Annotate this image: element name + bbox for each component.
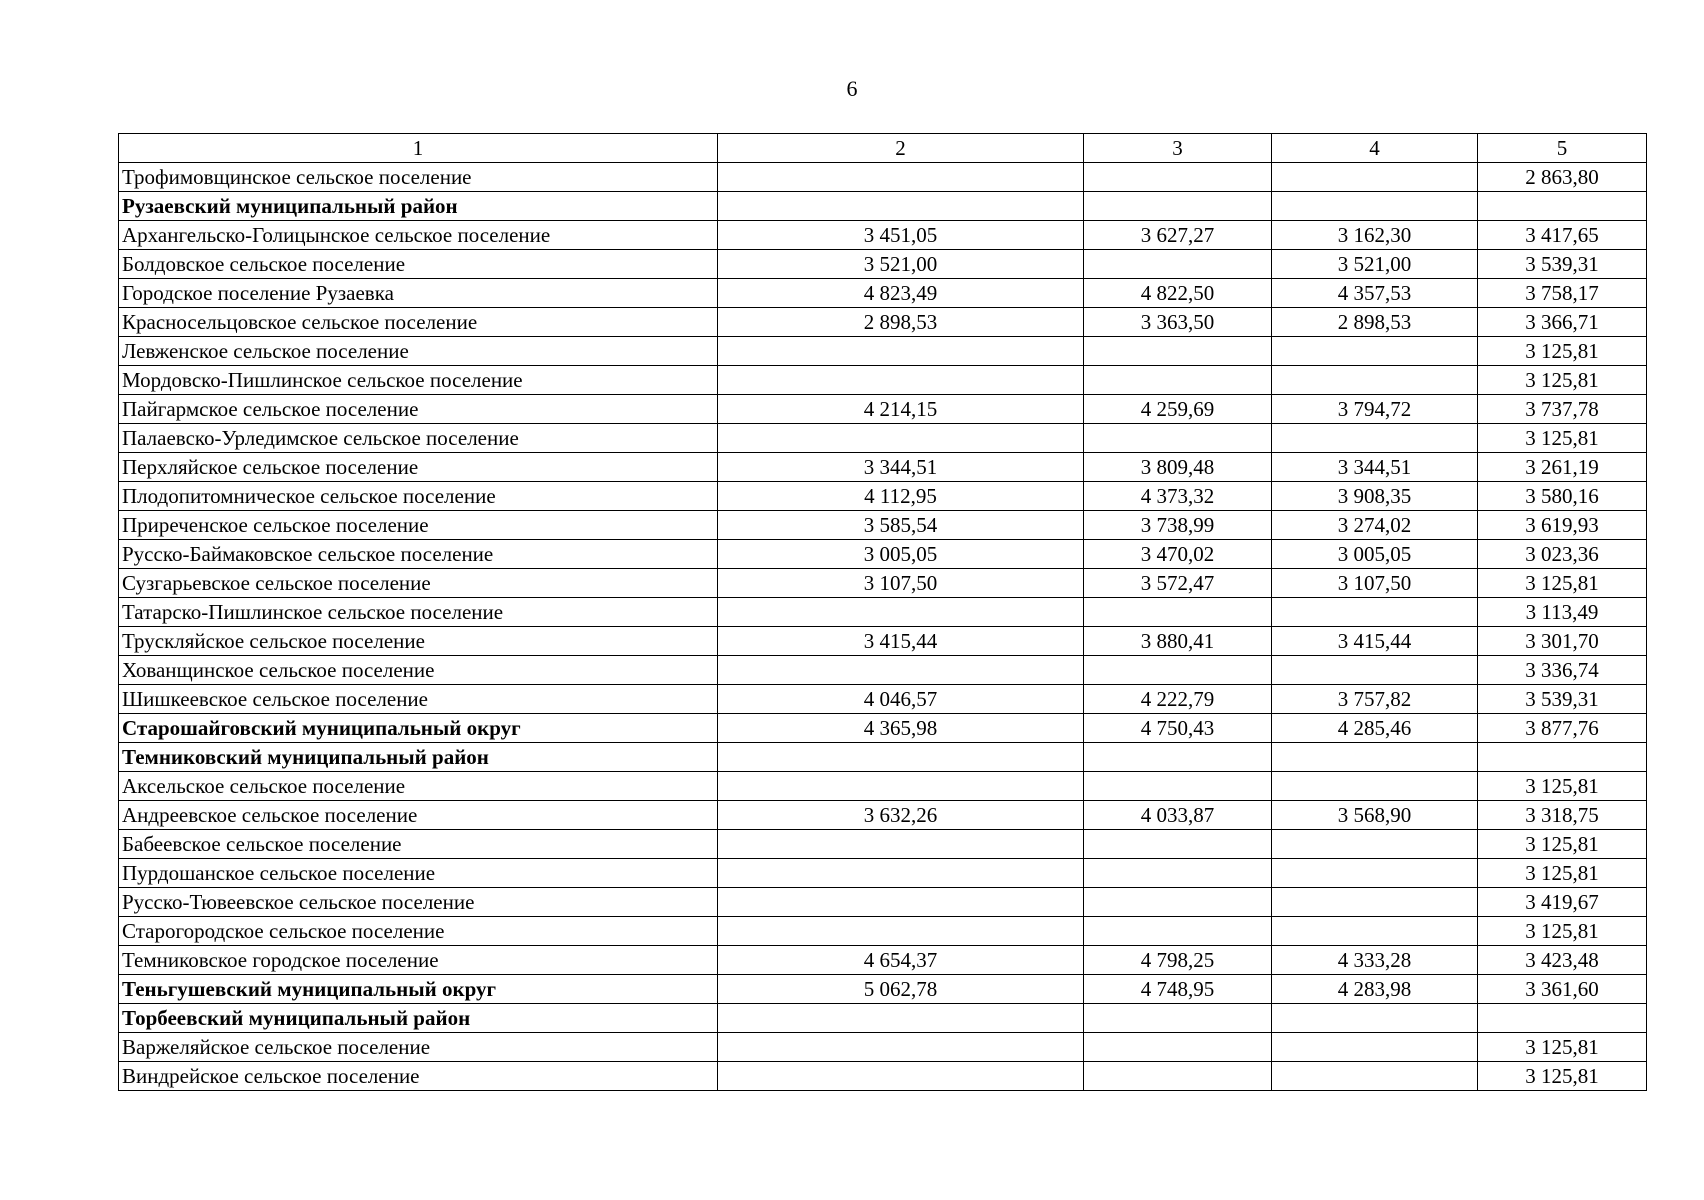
- cell-col-5: 3 125,81: [1478, 859, 1647, 888]
- cell-col-2: [718, 859, 1084, 888]
- column-header-1: 1: [119, 134, 718, 163]
- cell-name: Шишкеевское сельское поселение: [119, 685, 718, 714]
- cell-col-5: [1478, 192, 1647, 221]
- cell-col-3: [1084, 917, 1272, 946]
- table-row: [119, 540, 1647, 569]
- cell-col-3: [1084, 888, 1272, 917]
- cell-col-4: 3 568,90: [1272, 801, 1478, 830]
- table-row: [119, 1033, 1647, 1062]
- cell-col-4: [1272, 830, 1478, 859]
- cell-col-5: 3 619,93: [1478, 511, 1647, 540]
- cell-col-3: [1084, 1033, 1272, 1062]
- cell-name: Мордовско-Пишлинское сельское поселение: [119, 366, 718, 395]
- cell-col-2: 2 898,53: [718, 308, 1084, 337]
- column-header-2: 2: [718, 134, 1084, 163]
- cell-name: Хованщинское сельское поселение: [119, 656, 718, 685]
- cell-col-5: 3 366,71: [1478, 308, 1647, 337]
- cell-col-3: 4 222,79: [1084, 685, 1272, 714]
- cell-col-3: 4 822,50: [1084, 279, 1272, 308]
- cell-col-4: [1272, 743, 1478, 772]
- cell-name: Приреченское сельское поселение: [119, 511, 718, 540]
- cell-col-4: 3 521,00: [1272, 250, 1478, 279]
- cell-name: Аксельское сельское поселение: [119, 772, 718, 801]
- cell-name: Старогородское сельское поселение: [119, 917, 718, 946]
- cell-name: Русско-Тювеевское сельское поселение: [119, 888, 718, 917]
- cell-col-3: 4 748,95: [1084, 975, 1272, 1004]
- cell-col-2: 5 062,78: [718, 975, 1084, 1004]
- table-row: [119, 337, 1647, 366]
- table-row: [119, 395, 1647, 424]
- cell-col-2: [718, 598, 1084, 627]
- cell-name: Бабеевское сельское поселение: [119, 830, 718, 859]
- cell-col-2: 3 585,54: [718, 511, 1084, 540]
- table-row: [119, 772, 1647, 801]
- cell-name: Пурдошанское сельское поселение: [119, 859, 718, 888]
- cell-col-5: 3 125,81: [1478, 830, 1647, 859]
- cell-col-3: [1084, 830, 1272, 859]
- cell-col-2: [718, 743, 1084, 772]
- cell-col-2: 4 654,37: [718, 946, 1084, 975]
- cell-col-3: 3 880,41: [1084, 627, 1272, 656]
- cell-col-5: 3 580,16: [1478, 482, 1647, 511]
- cell-name: Перхляйское сельское поселение: [119, 453, 718, 482]
- cell-col-2: 4 823,49: [718, 279, 1084, 308]
- cell-name: Рузаевский муниципальный район: [119, 192, 718, 221]
- table-row: [119, 221, 1647, 250]
- cell-col-2: 3 344,51: [718, 453, 1084, 482]
- table-row: [119, 714, 1647, 743]
- cell-col-2: 3 451,05: [718, 221, 1084, 250]
- cell-col-3: [1084, 656, 1272, 685]
- cell-col-2: [718, 772, 1084, 801]
- cell-col-4: 3 757,82: [1272, 685, 1478, 714]
- cell-col-4: 3 005,05: [1272, 540, 1478, 569]
- cell-col-4: 3 162,30: [1272, 221, 1478, 250]
- cell-col-2: 4 112,95: [718, 482, 1084, 511]
- cell-name: Торбеевский муниципальный район: [119, 1004, 718, 1033]
- cell-col-3: 4 259,69: [1084, 395, 1272, 424]
- cell-col-4: [1272, 192, 1478, 221]
- cell-name: Палаевско-Урледимское сельское поселение: [119, 424, 718, 453]
- cell-col-2: 3 415,44: [718, 627, 1084, 656]
- column-header-5: 5: [1478, 134, 1647, 163]
- table-row: [119, 627, 1647, 656]
- cell-col-2: 3 632,26: [718, 801, 1084, 830]
- cell-col-5: 3 125,81: [1478, 1062, 1647, 1091]
- cell-name: Теньгушевский муниципальный округ: [119, 975, 718, 1004]
- cell-col-5: 3 419,67: [1478, 888, 1647, 917]
- table-row: [119, 801, 1647, 830]
- table-row: [119, 685, 1647, 714]
- table-row: [119, 366, 1647, 395]
- cell-col-4: 2 898,53: [1272, 308, 1478, 337]
- table-body: [119, 163, 1647, 1091]
- cell-col-5: 3 125,81: [1478, 569, 1647, 598]
- cell-col-4: [1272, 772, 1478, 801]
- cell-col-2: [718, 1062, 1084, 1091]
- cell-col-4: [1272, 859, 1478, 888]
- cell-name: Андреевское сельское поселение: [119, 801, 718, 830]
- cell-col-5: 3 423,48: [1478, 946, 1647, 975]
- cell-col-5: 3 125,81: [1478, 772, 1647, 801]
- table-row: [119, 453, 1647, 482]
- cell-col-4: [1272, 424, 1478, 453]
- cell-col-5: 3 877,76: [1478, 714, 1647, 743]
- table-row: [119, 279, 1647, 308]
- cell-col-5: 3 125,81: [1478, 917, 1647, 946]
- cell-name: Пайгармское сельское поселение: [119, 395, 718, 424]
- table-row: [119, 656, 1647, 685]
- cell-col-3: [1084, 859, 1272, 888]
- cell-col-5: 3 125,81: [1478, 337, 1647, 366]
- cell-col-2: [718, 888, 1084, 917]
- table-row: [119, 308, 1647, 337]
- table-row: [119, 424, 1647, 453]
- cell-name: Архангельско-Голицынское сельское поселение: [119, 221, 718, 250]
- cell-col-3: [1084, 424, 1272, 453]
- cell-col-2: [718, 366, 1084, 395]
- cell-col-3: 3 470,02: [1084, 540, 1272, 569]
- column-header-3: 3: [1084, 134, 1272, 163]
- cell-col-3: 3 738,99: [1084, 511, 1272, 540]
- cell-col-3: [1084, 250, 1272, 279]
- cell-col-5: 3 758,17: [1478, 279, 1647, 308]
- table-row: [119, 511, 1647, 540]
- cell-col-5: 3 125,81: [1478, 424, 1647, 453]
- cell-col-4: [1272, 888, 1478, 917]
- cell-col-3: [1084, 598, 1272, 627]
- cell-col-3: 3 627,27: [1084, 221, 1272, 250]
- cell-col-2: 3 521,00: [718, 250, 1084, 279]
- cell-col-5: 3 737,78: [1478, 395, 1647, 424]
- cell-col-2: [718, 1033, 1084, 1062]
- cell-col-2: [718, 830, 1084, 859]
- cell-col-3: 3 363,50: [1084, 308, 1272, 337]
- cell-col-3: 4 798,25: [1084, 946, 1272, 975]
- cell-col-2: 4 214,15: [718, 395, 1084, 424]
- cell-col-5: 3 539,31: [1478, 685, 1647, 714]
- table-row: [119, 598, 1647, 627]
- table-row: [119, 250, 1647, 279]
- cell-col-4: 4 333,28: [1272, 946, 1478, 975]
- cell-col-4: [1272, 598, 1478, 627]
- cell-col-3: 4 033,87: [1084, 801, 1272, 830]
- table-row: [119, 946, 1647, 975]
- cell-col-3: [1084, 1004, 1272, 1033]
- table-row: [119, 917, 1647, 946]
- cell-col-2: 3 107,50: [718, 569, 1084, 598]
- cell-col-5: 3 336,74: [1478, 656, 1647, 685]
- cell-name: Болдовское сельское поселение: [119, 250, 718, 279]
- cell-name: Плодопитомническое сельское поселение: [119, 482, 718, 511]
- cell-col-2: [718, 656, 1084, 685]
- cell-col-2: [718, 917, 1084, 946]
- column-header-4: 4: [1272, 134, 1478, 163]
- table-row: [119, 888, 1647, 917]
- table-row: [119, 482, 1647, 511]
- cell-name: Старошайговский муниципальный округ: [119, 714, 718, 743]
- cell-name: Красносельцовское сельское поселение: [119, 308, 718, 337]
- cell-col-4: [1272, 656, 1478, 685]
- cell-name: Левженское сельское поселение: [119, 337, 718, 366]
- cell-name: Темниковское городское поселение: [119, 946, 718, 975]
- cell-col-5: [1478, 743, 1647, 772]
- table-row: [119, 859, 1647, 888]
- cell-col-4: 3 908,35: [1272, 482, 1478, 511]
- cell-col-5: 3 125,81: [1478, 1033, 1647, 1062]
- table-row: [119, 163, 1647, 192]
- cell-col-3: [1084, 743, 1272, 772]
- cell-col-5: 3 301,70: [1478, 627, 1647, 656]
- cell-col-2: [718, 424, 1084, 453]
- cell-col-4: 3 344,51: [1272, 453, 1478, 482]
- cell-col-3: [1084, 192, 1272, 221]
- table-row: [119, 830, 1647, 859]
- cell-col-5: 3 417,65: [1478, 221, 1647, 250]
- cell-name: Сузгарьевское сельское поселение: [119, 569, 718, 598]
- table-row: [119, 192, 1647, 221]
- cell-col-4: 3 274,02: [1272, 511, 1478, 540]
- cell-col-4: [1272, 337, 1478, 366]
- cell-name: Виндрейское сельское поселение: [119, 1062, 718, 1091]
- cell-col-3: [1084, 163, 1272, 192]
- cell-col-3: [1084, 1062, 1272, 1091]
- cell-col-2: [718, 163, 1084, 192]
- cell-col-4: 3 794,72: [1272, 395, 1478, 424]
- cell-col-2: [718, 1004, 1084, 1033]
- cell-col-5: 3 113,49: [1478, 598, 1647, 627]
- tariff-table: [118, 133, 1647, 1091]
- table-row: [119, 1004, 1647, 1033]
- cell-col-3: 4 750,43: [1084, 714, 1272, 743]
- cell-name: Трофимовщинское сельское поселение: [119, 163, 718, 192]
- cell-col-2: 3 005,05: [718, 540, 1084, 569]
- table-header-row: [119, 134, 1647, 163]
- cell-name: Городское поселение Рузаевка: [119, 279, 718, 308]
- cell-col-4: [1272, 1033, 1478, 1062]
- cell-col-3: 4 373,32: [1084, 482, 1272, 511]
- cell-name: Трускляйское сельское поселение: [119, 627, 718, 656]
- cell-col-4: [1272, 1004, 1478, 1033]
- cell-col-2: 4 365,98: [718, 714, 1084, 743]
- cell-col-5: 2 863,80: [1478, 163, 1647, 192]
- cell-col-4: 3 415,44: [1272, 627, 1478, 656]
- cell-col-2: 4 046,57: [718, 685, 1084, 714]
- cell-col-4: 4 283,98: [1272, 975, 1478, 1004]
- cell-name: Русско-Баймаковское сельское поселение: [119, 540, 718, 569]
- cell-col-3: 3 572,47: [1084, 569, 1272, 598]
- cell-name: Варжеляйское сельское поселение: [119, 1033, 718, 1062]
- cell-name: Темниковский муниципальный район: [119, 743, 718, 772]
- cell-col-5: 3 125,81: [1478, 366, 1647, 395]
- cell-col-3: [1084, 366, 1272, 395]
- cell-col-5: [1478, 1004, 1647, 1033]
- cell-name: Татарско-Пишлинское сельское поселение: [119, 598, 718, 627]
- table-row: [119, 743, 1647, 772]
- table-row: [119, 1062, 1647, 1091]
- cell-col-4: 4 285,46: [1272, 714, 1478, 743]
- cell-col-3: 3 809,48: [1084, 453, 1272, 482]
- cell-col-4: [1272, 917, 1478, 946]
- page-number: 6: [846, 76, 858, 101]
- cell-col-4: [1272, 1062, 1478, 1091]
- cell-col-5: 3 318,75: [1478, 801, 1647, 830]
- cell-col-2: [718, 337, 1084, 366]
- table-row: [119, 569, 1647, 598]
- cell-col-5: 3 261,19: [1478, 453, 1647, 482]
- cell-col-5: 3 361,60: [1478, 975, 1647, 1004]
- cell-col-5: 3 023,36: [1478, 540, 1647, 569]
- cell-col-3: [1084, 772, 1272, 801]
- cell-col-3: [1084, 337, 1272, 366]
- cell-col-4: [1272, 163, 1478, 192]
- cell-col-4: [1272, 366, 1478, 395]
- table-row: [119, 975, 1647, 1004]
- cell-col-4: 3 107,50: [1272, 569, 1478, 598]
- cell-col-2: [718, 192, 1084, 221]
- cell-col-5: 3 539,31: [1478, 250, 1647, 279]
- cell-col-4: 4 357,53: [1272, 279, 1478, 308]
